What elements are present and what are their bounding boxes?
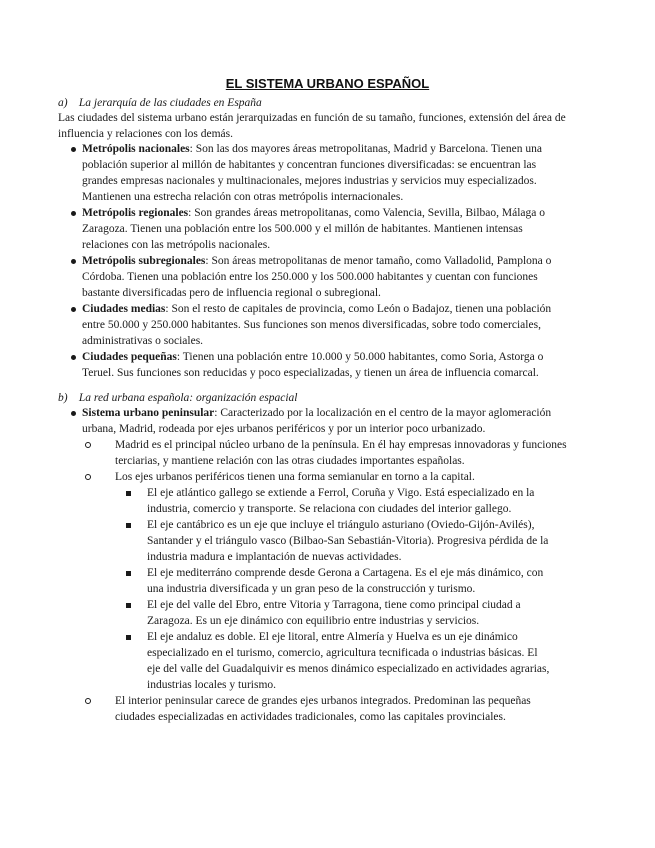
item-text: Córdoba. Tienen una población entre los 250.000 y los 500.000 habitantes y cuentan con funciones — [82, 271, 538, 283]
sub-item-text: Madrid es el principal núcleo urbano de la península. En él hay empresas innovadoras y funciones — [115, 439, 567, 451]
section-a-title: La jerarquía de las ciudades en España — [78, 97, 262, 109]
axis-text: Santander y el triángulo vasco (Bilbao-San Sebastián-Vitoria). Progresiva pérdida de la — [147, 535, 549, 547]
axis-text: El eje cantábrico es un eje que incluye el triángulo asturiano (Oviedo-Gijón-Avilés), — [147, 519, 535, 531]
item-text: Zaragoza. Tienen una población entre los 500.000 y el millón de habitantes. Mantienen intensas — [82, 223, 523, 235]
hierarchy-list — [72, 141, 562, 381]
sub-item-text: terciarias, y mantiene relación con las otras ciudades importantes españolas. — [115, 455, 465, 467]
axis-item — [147, 597, 592, 629]
axis-text: eje del valle del Guadalquivir es menos dinámico especializado en actividades agrarias, — [147, 663, 550, 675]
section-b-heading — [58, 390, 297, 406]
item-text: entre 50.000 y 250.000 habitantes. Sus funciones son menos diversificadas, sobre todo comerciales, — [82, 319, 541, 331]
item-term: Metrópolis nacionales — [82, 143, 190, 155]
item-text: : Son grandes áreas metropolitanas, como Valencia, Sevilla, Bilbao, Málaga o — [188, 207, 545, 219]
item-term: Metrópolis regionales — [82, 207, 189, 219]
item-text: Mantienen una estrecha relación con otras metrópolis internacionales. — [82, 191, 404, 203]
sub-item-text: El interior peninsular carece de grandes ejes urbanos integrados. Predominan las pequeñas — [115, 695, 531, 707]
axis-text: industrias locales y turismo. — [147, 679, 277, 691]
section-b-number: b) — [58, 392, 68, 404]
list-item — [72, 349, 562, 381]
list-item — [72, 141, 562, 205]
item-text: : Caracterizado por la localización en el centro de la mayor aglomeración — [214, 407, 552, 419]
axis-text: El eje andaluz es doble. El eje litoral, entre Almería y Huelva es un eje dinámico — [147, 631, 518, 643]
sub-item-text: ciudades especializadas en actividades tradicionales, como las capitales provinciales. — [115, 711, 506, 723]
item-text: bastante diversificadas pero de influencia regional o subregional. — [82, 287, 381, 299]
sub-item-text: Los ejes urbanos periféricos tienen una forma semianular en torno a la capital. — [115, 471, 475, 483]
axis-text: una industria diversificada y un gran peso de la construcción y turismo. — [147, 583, 476, 595]
intro-line: Las ciudades del sistema urbano están jerarquizadas en función de su tamaño, funciones, extensión del área de — [58, 112, 566, 124]
axis-text: industria, comercio y transporte. Se relaciona con ciudades del interior gallego. — [147, 503, 512, 515]
section-a-number: a) — [58, 97, 68, 109]
intro-line: influencia y relaciones con los demás. — [58, 128, 233, 140]
list-item — [72, 405, 592, 725]
section-b-title: La red urbana española: organización espacial — [78, 392, 298, 404]
item-text: administrativas o sociales. — [82, 335, 204, 347]
item-term: Metrópolis subregionales — [82, 255, 206, 267]
axis-text: especializado en el turismo, comercio, agricultura tecnificada o industrias básicas. El — [147, 647, 538, 659]
item-text: : Tienen una población entre 10.000 y 50.000 habitantes, como Soria, Astorga o — [176, 351, 544, 363]
item-text: relaciones con las metrópolis nacionales. — [82, 239, 271, 251]
axis-item — [147, 485, 592, 517]
sub-item — [115, 437, 592, 469]
item-text: : Son áreas metropolitanas de menor tamaño, como Valladolid, Pamplona o — [205, 255, 552, 267]
axes-list — [115, 485, 592, 693]
network-list — [72, 405, 592, 725]
item-text: población superior al millón de habitantes y concentran funciones diversificadas: se encuentran las — [82, 159, 537, 171]
item-text: grandes empresas nacionales y multinacionales, mejores industrias y servicios muy especializados. — [82, 175, 537, 187]
item-text: : Son el resto de capitales de provincia, como León o Badajoz, tienen una población — [165, 303, 552, 315]
section-a-heading — [58, 95, 262, 111]
axis-text: El eje atlántico gallego se extiende a Ferrol, Coruña y Vigo. Está especializado en la — [147, 487, 535, 499]
list-item — [72, 301, 562, 349]
item-term: Ciudades pequeñas — [82, 351, 177, 363]
axis-text: El eje del valle del Ebro, entre Vitoria y Tarragona, tiene como principal ciudad a — [147, 599, 521, 611]
axis-item — [147, 517, 592, 565]
item-term: Sistema urbano peninsular — [82, 407, 215, 419]
section-a-intro — [58, 110, 598, 142]
sub-item — [115, 693, 592, 725]
page-title: EL SISTEMA URBANO ESPAÑOL — [225, 76, 430, 91]
axis-text: Zaragoza. Es un eje dinámico con equilibrio entre industrias y servicios. — [147, 615, 480, 627]
list-item — [72, 205, 562, 253]
item-text: : Son las dos mayores áreas metropolitanas, Madrid y Barcelona. Tienen una — [189, 143, 542, 155]
sub-item — [115, 469, 592, 693]
item-text: Teruel. Sus funciones son reducidas y poco especializadas, y tienen un área de influencia comarcal. — [82, 367, 539, 379]
axis-text: industria madura e implantación de nuevas actividades. — [147, 551, 402, 563]
axis-item — [147, 629, 592, 693]
item-term: Ciudades medias — [82, 303, 166, 315]
axis-text: El eje mediterráno comprende desde Gerona a Cartagena. Es el eje más dinámico, con — [147, 567, 544, 579]
sub-list — [82, 437, 592, 725]
axis-item — [147, 565, 592, 597]
item-text: urbana, Madrid, rodeada por ejes urbanos periféricos y por un interior poco urbanizado. — [82, 423, 486, 435]
list-item — [72, 253, 562, 301]
